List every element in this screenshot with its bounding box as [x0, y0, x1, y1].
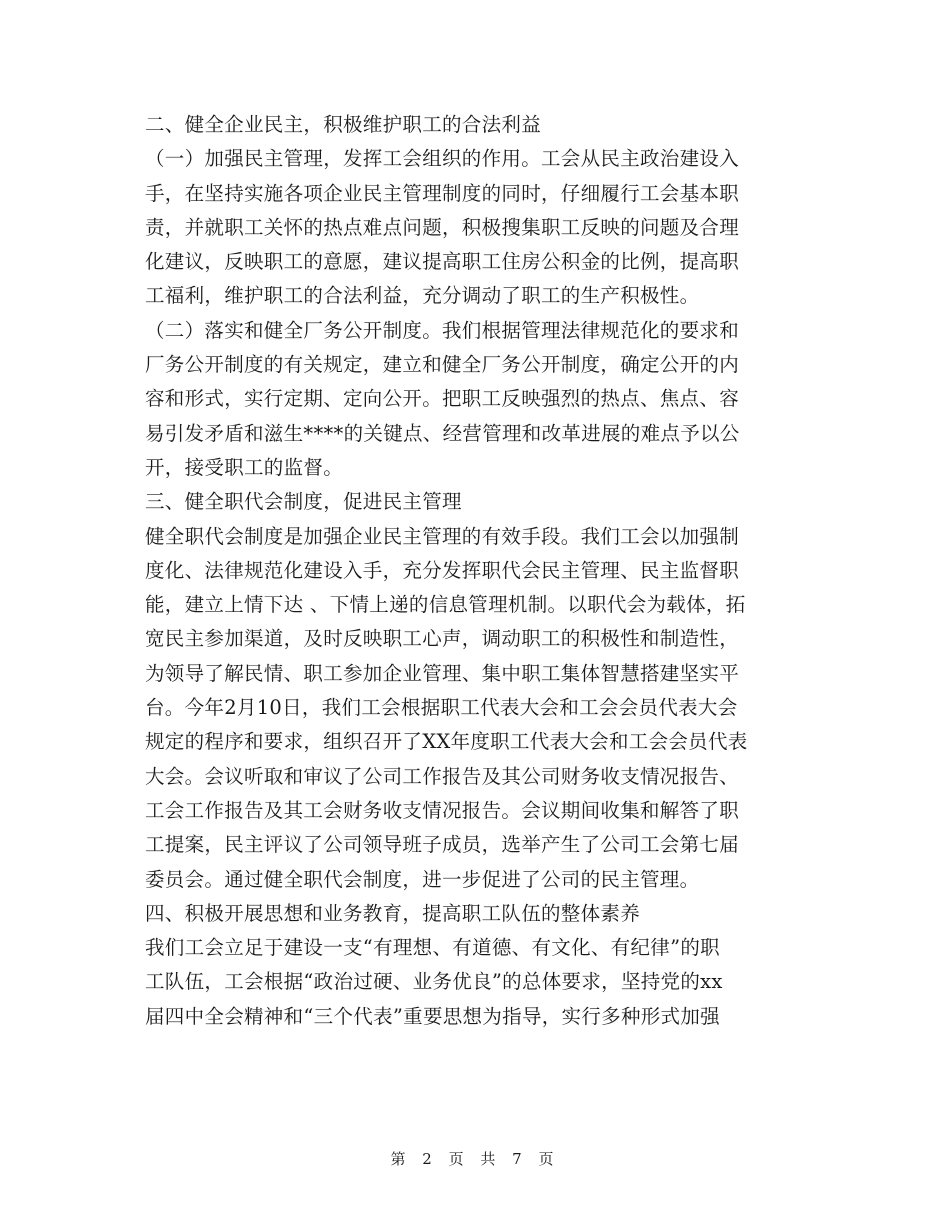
text-line: 开，接受职工的监督。: [145, 455, 344, 479]
text-line: 工提案，民主评议了公司领导班子成员，选举产生了公司工会第七届: [145, 833, 740, 857]
text-line: 手，在坚持实施各项企业民主管理制度的同时，仔细履行工会基本职: [145, 181, 740, 205]
text-line: 工队伍，工会根据“政治过硬、业务优良”的总体要求，坚持党的xx: [145, 970, 723, 994]
text-line: 易引发矛盾和滋生****的关键点、经营管理和改革进展的难点予以公: [145, 421, 740, 445]
text-line: 容和形式，实行定期、定向公开。把职工反映强烈的热点、焦点、容: [145, 387, 740, 411]
document-body: [145, 108, 805, 1034]
text-line: 大会。会议听取和审议了公司工作报告及其公司财务收支情况报告、: [145, 764, 740, 788]
text-line: 化建议，反映职工的意愿，建议提高职工住房公积金的比例，提高职: [145, 250, 740, 274]
text-line: （二）落实和健全厂务公开制度。我们根据管理法律规范化的要求和: [145, 318, 740, 342]
text-line: 为领导了解民情、职工参加企业管理、集中职工集体智慧搭建坚实平: [145, 661, 740, 685]
text-line: 度化、法律规范化建设入手，充分发挥职代会民主管理、民主监督职: [145, 558, 740, 582]
text-line: （一）加强民主管理，发挥工会组织的作用。工会从民主政治建设入: [145, 147, 740, 171]
page-number-footer: 第 2 页 共 7 页: [390, 1150, 560, 1168]
text-line: 工会工作报告及其工会财务收支情况报告。会议期间收集和解答了职: [145, 798, 740, 822]
text-line: 委员会。通过健全职代会制度，进一步促进了公司的民主管理。: [145, 867, 700, 891]
text-line: 宽民主参加渠道，及时反映职工心声，调动职工的积极性和制造性，: [145, 627, 740, 651]
text-line: 届四中全会精神和“三个代表”重要思想为指导，实行多种形式加强: [145, 1004, 720, 1028]
section-heading-2: 二、健全企业民主，积极维护职工的合法利益: [145, 113, 542, 136]
text-line: 我们工会立足于建设一支“有理想、有道德、有文化、有纪律”的职: [145, 936, 720, 960]
text-line: 规定的程序和要求，组织召开了XX年度职工代表大会和工会会员代表: [145, 730, 748, 754]
text-line: 厂务公开制度的有关规定，建立和健全厂务公开制度，确定公开的内: [145, 353, 740, 377]
text-line: 台。今年2月10日，我们工会根据职工代表大会和工会会员代表大会: [145, 696, 738, 720]
text-line: 责，并就职工关怀的热点难点问题，积极搜集职工反映的问题及合理: [145, 215, 740, 239]
text-line: 能，建立上情下达 、下情上递的信息管理机制。以职代会为载体，拓: [145, 593, 746, 617]
text-line: 工福利，维护职工的合法利益，充分调动了职工的生产积极性。: [145, 284, 700, 308]
text-line: 健全职代会制度是加强企业民主管理的有效手段。我们工会以加强制: [145, 524, 740, 548]
section-heading-3: 三、健全职代会制度，促进民主管理: [145, 490, 462, 514]
section-heading-4: 四、积极开展思想和业务教育，提高职工队伍的整体素养: [145, 901, 641, 925]
